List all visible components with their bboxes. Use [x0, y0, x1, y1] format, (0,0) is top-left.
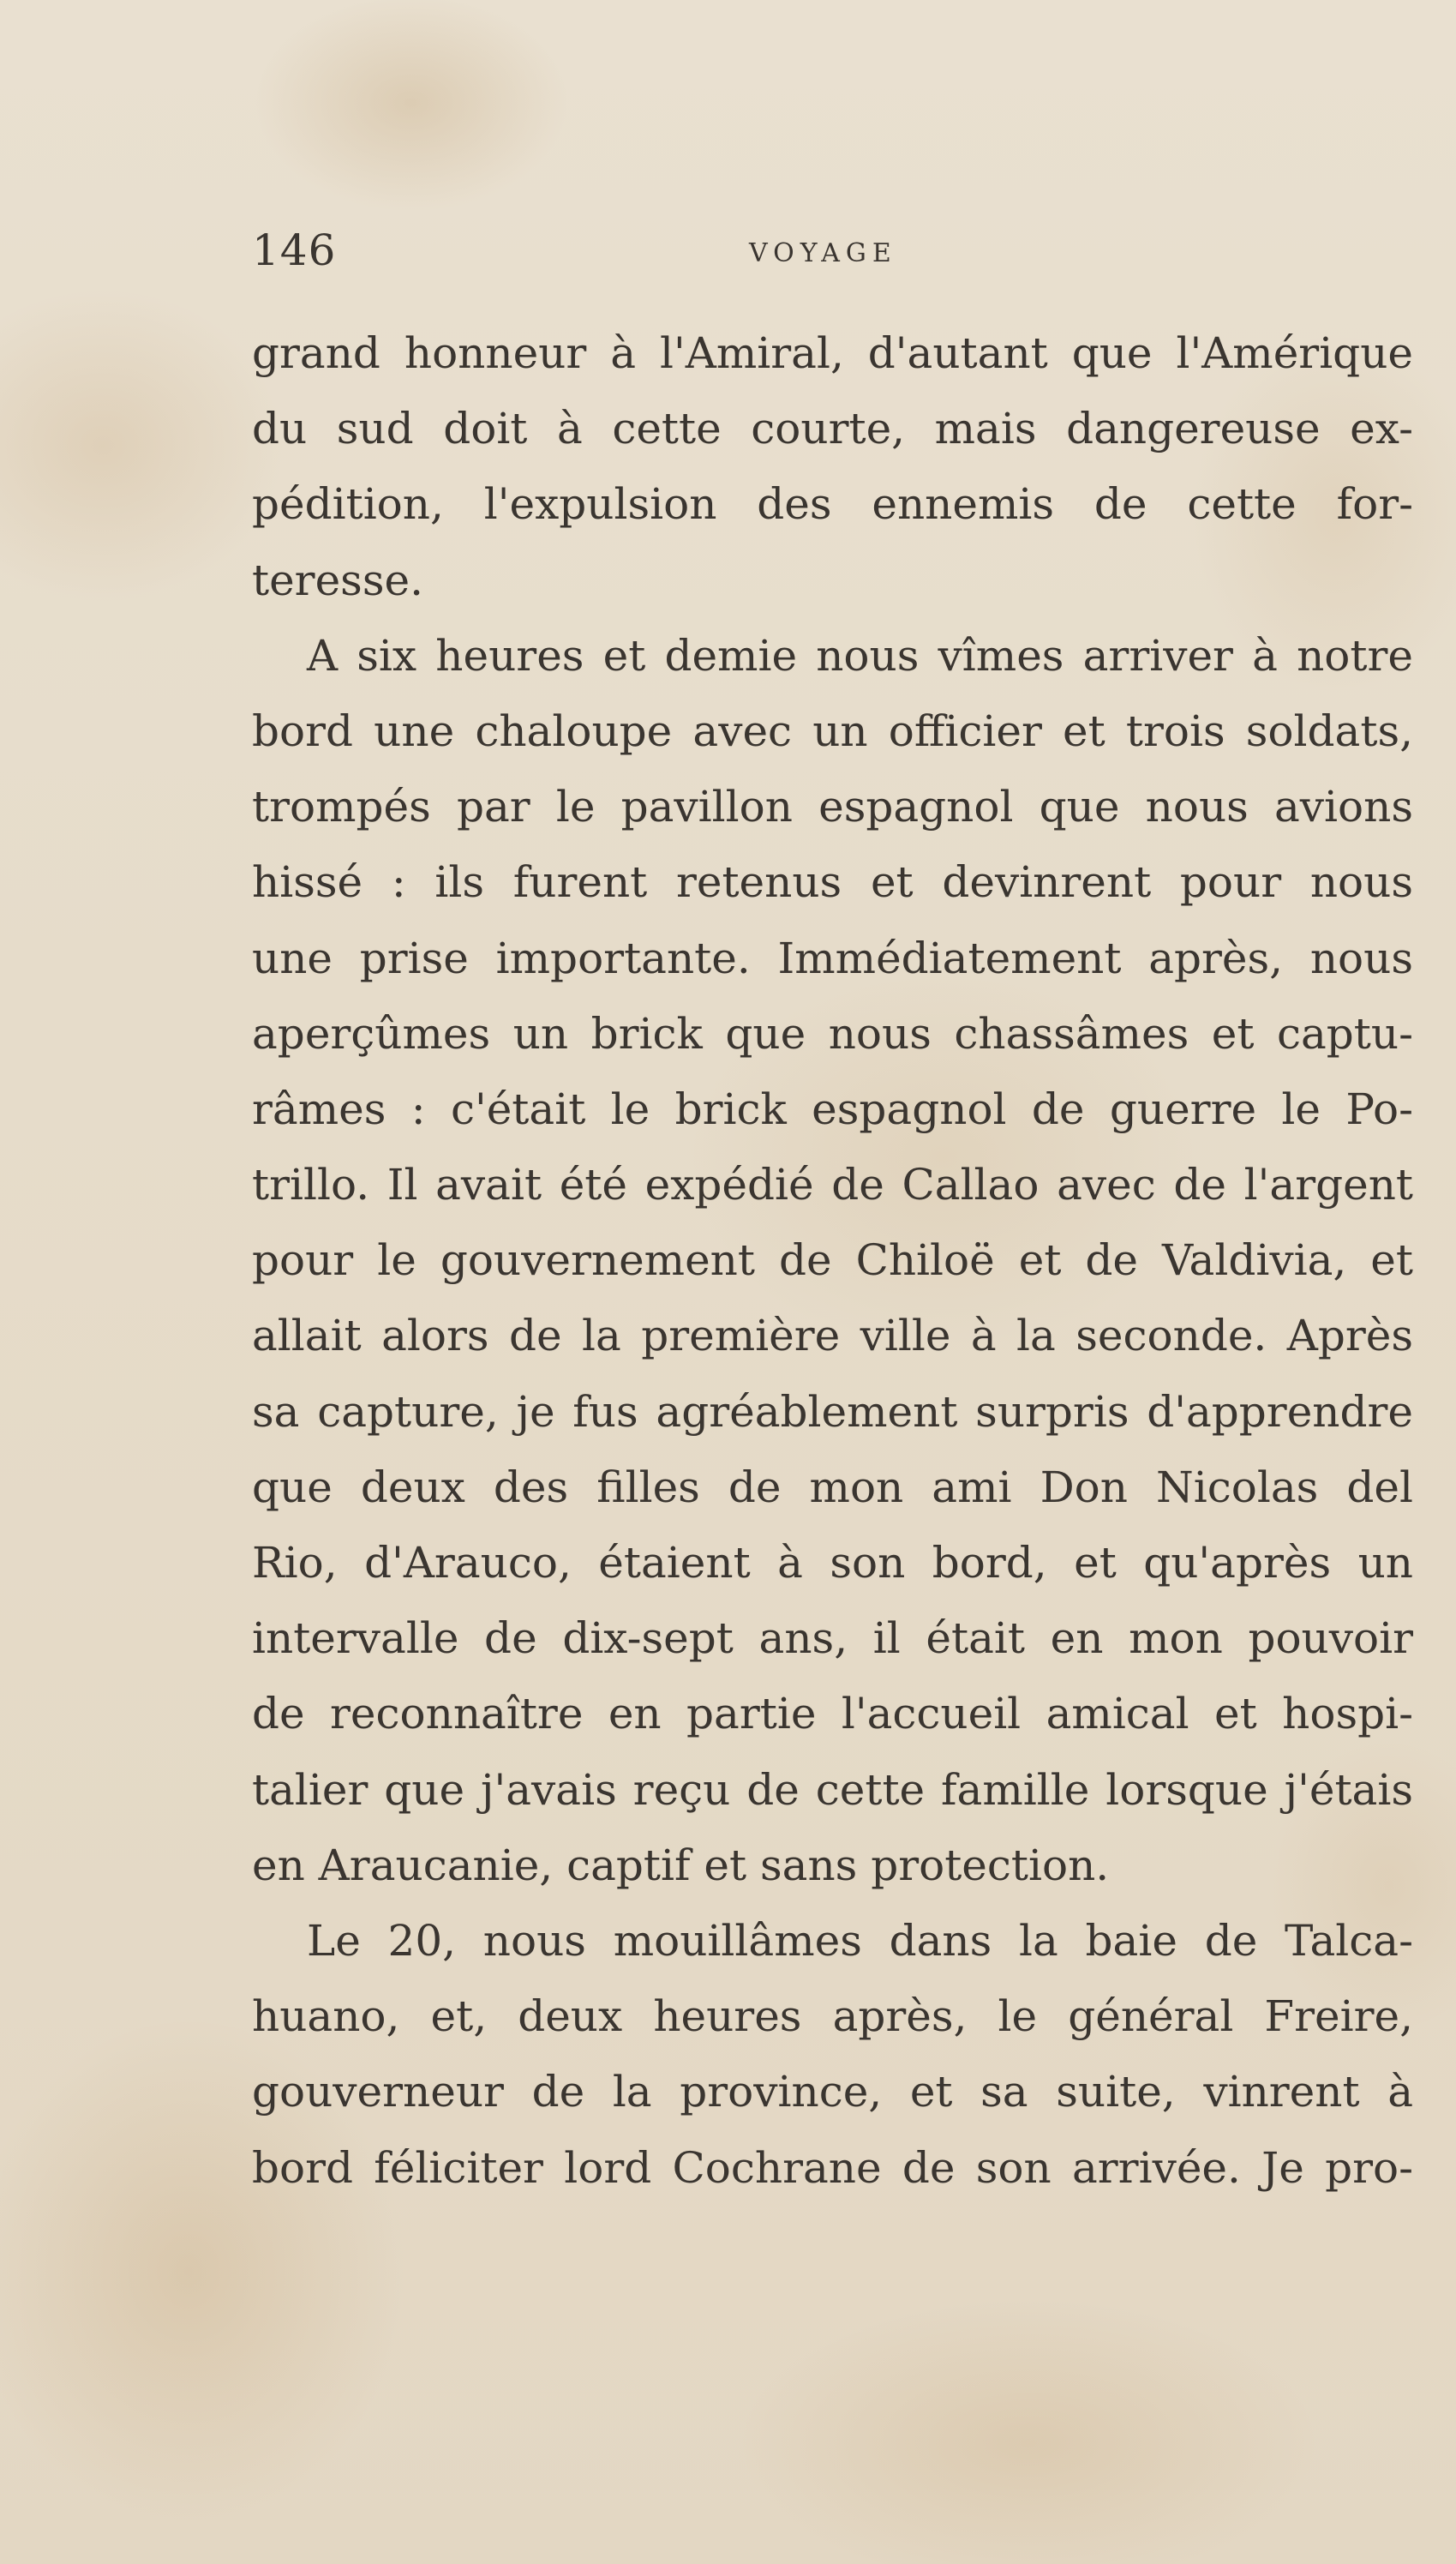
text-line: bord féliciter lord Cochrane de son arrivée. Je pro-: [252, 2142, 1413, 2193]
text-line: A six heures et demie nous vîmes arriver à notre: [307, 630, 1413, 681]
text-line: Rio, d'Arauco, étaient à son bord, et qu'après un: [252, 1538, 1413, 1588]
text-line: intervalle de dix-sept ans, il était en mon pouvoir: [252, 1613, 1413, 1664]
text-line: teresse.: [252, 555, 423, 605]
text-line: de reconnaître en partie l'accueil amical et hospi-: [252, 1689, 1413, 1739]
page-number: 146: [252, 225, 337, 275]
running-head: [252, 225, 1413, 285]
text-line: en Araucanie, captif et sans protection.: [252, 1840, 1110, 1890]
running-head-title: VOYAGE: [749, 238, 897, 268]
body-text: [252, 315, 1413, 2206]
text-line: gouverneur de la province, et sa suite, vinrent à: [252, 2067, 1413, 2117]
text-line: hissé : ils furent retenus et devinrent pour nous: [252, 857, 1413, 908]
text-line: allait alors de la première ville à la seconde. Après: [252, 1311, 1413, 1361]
text-line: trompés par le pavillon espagnol que nous avions: [252, 782, 1413, 832]
text-line: grand honneur à l'Amiral, d'autant que l'Amérique: [252, 328, 1413, 378]
text-line: trillo. Il avait été expédié de Callao avec de l'argent: [252, 1160, 1413, 1210]
text-line: bord une chaloupe avec un officier et trois soldats,: [252, 706, 1413, 756]
text-line: râmes : c'était le brick espagnol de guerre le Po-: [252, 1084, 1413, 1134]
text-line: Le 20, nous mouillâmes dans la baie de Talca-: [307, 1915, 1413, 1966]
text-line: que deux des filles de mon ami Don Nicolas del: [252, 1462, 1413, 1512]
text-line: aperçûmes un brick que nous chassâmes et captu-: [252, 1008, 1413, 1059]
text-line: talier que j'avais reçu de cette famille lorsque j'étais: [252, 1764, 1413, 1815]
text-line: du sud doit à cette courte, mais dangereuse ex-: [252, 404, 1413, 454]
text-line: huano, et, deux heures après, le général Freire,: [252, 1991, 1413, 2042]
text-line: pour le gouvernement de Chiloë et de Valdivia, et: [252, 1235, 1413, 1286]
text-line: une prise importante. Immédiatement après, nous: [252, 933, 1413, 983]
text-line: sa capture, je fus agréablement surpris d'apprendre: [252, 1386, 1413, 1437]
text-line: pédition, l'expulsion des ennemis de cette for-: [252, 479, 1413, 530]
